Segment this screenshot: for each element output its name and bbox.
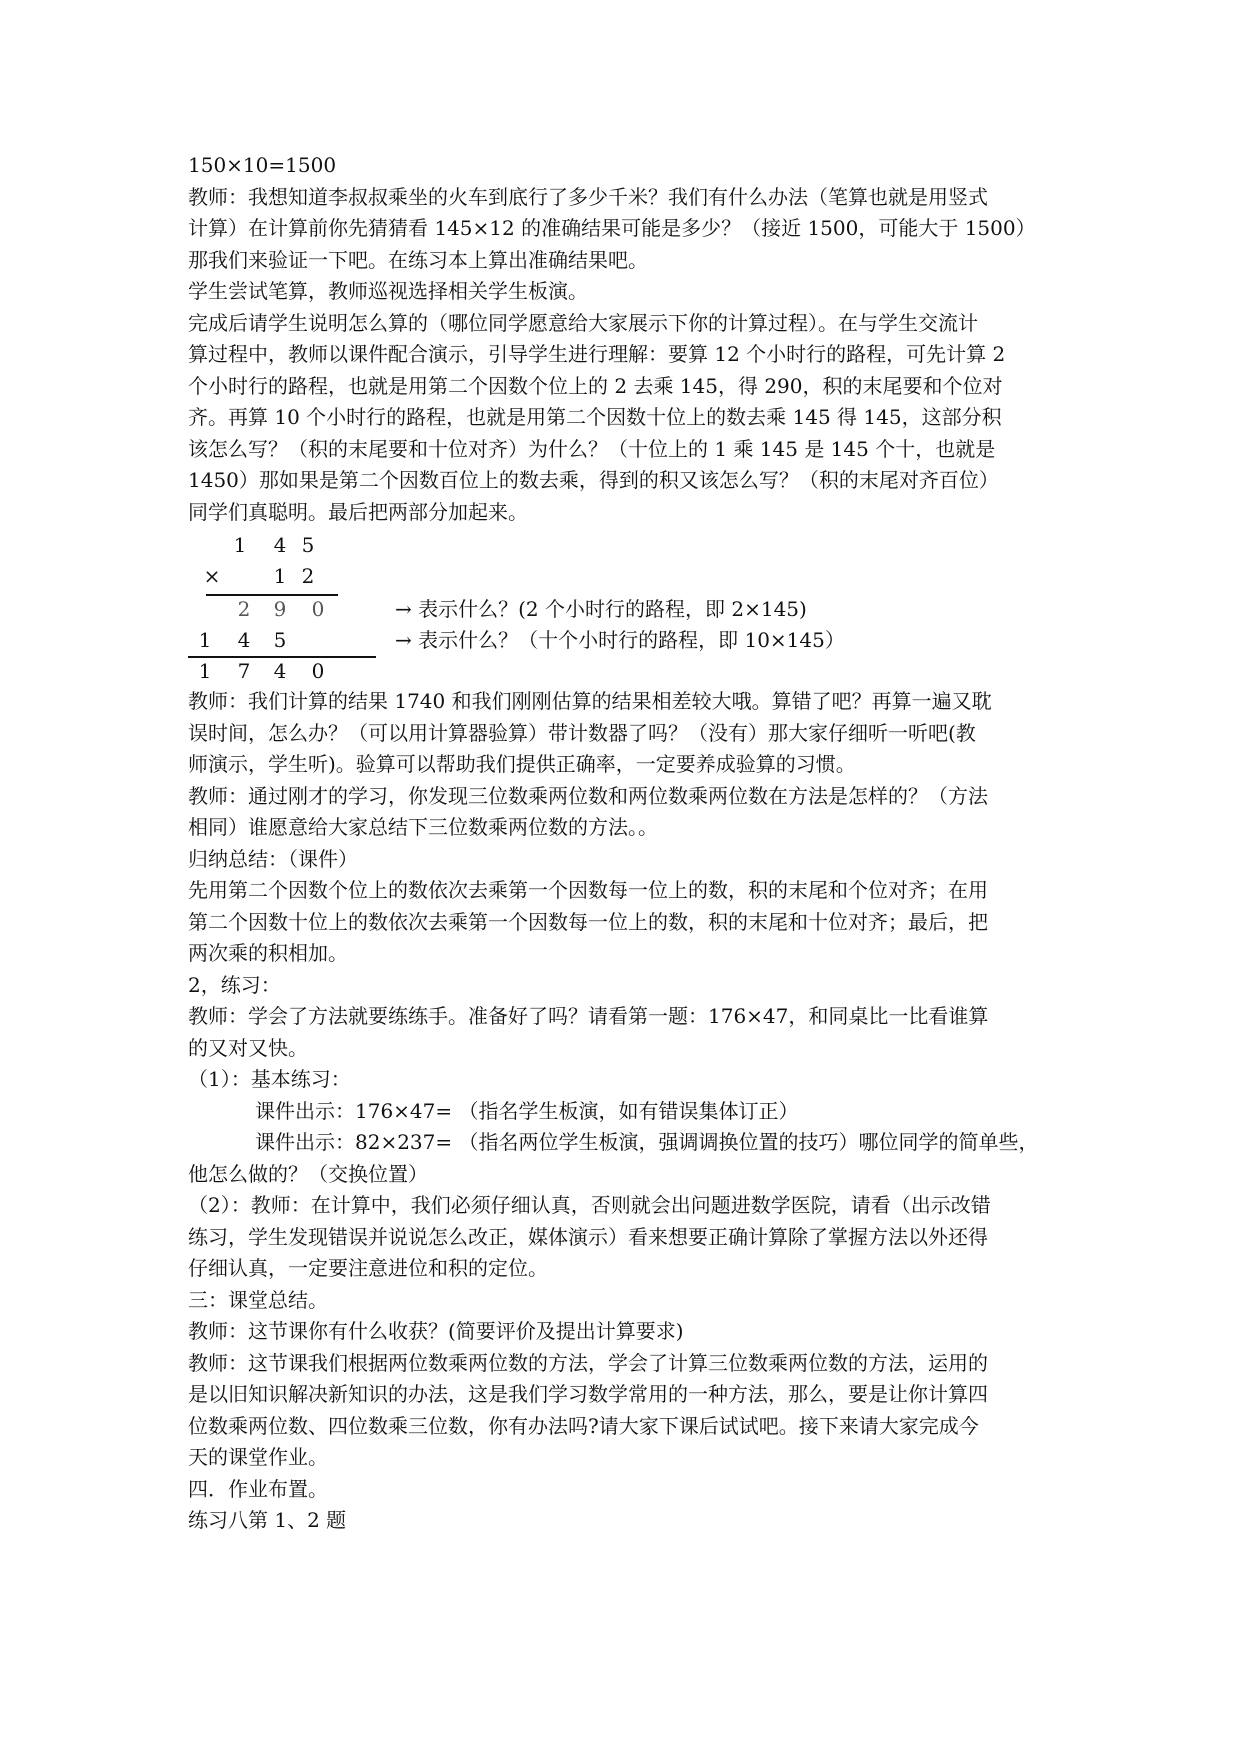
text-line: 三：课堂总结。	[188, 1287, 328, 1312]
text-line: 练习八第 1、2 题	[188, 1508, 347, 1532]
paragraph-block-top	[188, 150, 1068, 528]
calc-digit: 0	[311, 659, 325, 683]
calc-note: → 表示什么？（十个小时行的路程，即 10×145）	[395, 628, 845, 652]
text-line: 是以旧知识解决新知识的办法，这是我们学习数学常用的一种方法，那么，要是让你计算四	[188, 1382, 988, 1406]
text-line: 的又对又快。	[188, 1035, 308, 1060]
calc-digit: 1	[198, 628, 212, 652]
text-line: 两次乘的积相加。	[188, 941, 348, 965]
text-line: 教师：这节课我们根据两位数乘两位数的方法，学会了计算三位数乘两位数的方法，运用的	[188, 1350, 988, 1375]
text-line: 他怎么做的？（交换位置）	[188, 1161, 428, 1186]
text-line: 教师：这节课你有什么收获？(简要评价及提出计算要求)	[188, 1319, 684, 1343]
calc-digit: 5	[301, 533, 315, 557]
calc-note: → 表示什么？(2 个小时行的路程，即 2×145)	[395, 597, 807, 621]
text-line: 齐。再算 10 个小时行的路程，也就是用第二个因数十位上的数去乘 145 得 145，这部分积	[188, 405, 1002, 429]
text-line: 同学们真聪明。最后把两部分加起来。	[188, 499, 528, 524]
text-line: 课件出示：82×237= （指名两位学生板演，强调调换位置的技巧）哪位同学的简单些，	[255, 1130, 1039, 1154]
calc-digit: 2	[237, 597, 251, 621]
text-line: 四．作业布置。	[188, 1476, 328, 1501]
text-line: 算过程中，教师以课件配合演示，引导学生进行理解：要算 12 个小时行的路程，可先计算 2	[188, 342, 1006, 366]
text-line: 误时间，怎么办？（可以用计算器验算）带计数器了吗？（没有）那大家仔细听一听吧(教	[188, 720, 976, 745]
text-line: 1450）那如果是第二个因数百位上的数去乘，得到的积又该怎么写？（积的末尾对齐百位）	[188, 468, 999, 492]
text-line: 教师：我想知道李叔叔乘坐的火车到底行了多少千米？我们有什么办法（笔算也就是用竖式	[188, 184, 988, 209]
calc-digit: 1	[273, 564, 287, 588]
text-line: 相同）谁愿意给大家总结下三位数乘两位数的方法。。	[188, 815, 658, 839]
calc-digit: 1	[233, 533, 247, 557]
calc-digit: 1	[198, 659, 212, 683]
text-line: 先用第二个因数个位上的数依次去乘第一个因数每一位上的数，积的末尾和个位对齐；在用	[188, 878, 988, 902]
calc-digit: 2	[301, 564, 315, 588]
text-line: 师演示，学生听)。验算可以帮助我们提供正确率，一定要养成验算的习惯。	[188, 752, 856, 776]
calc-digit: 9	[273, 597, 287, 621]
text-line: 归纳总结：（课件）	[188, 846, 358, 871]
text-line: （2）：教师：在计算中，我们必须仔细认真，否则就会出问题进数学医院，请看（出示改错	[188, 1193, 991, 1217]
times-sign: ×	[203, 564, 221, 588]
paragraph-block-bottom	[188, 686, 1068, 1537]
text-line: 第二个因数十位上的数依次去乘第一个因数每一位上的数，积的末尾和十位对齐；最后，把	[188, 909, 988, 934]
text-line: 教师：我们计算的结果 1740 和我们刚刚估算的结果相差较大哦。算错了吧？再算一遍又耽	[188, 689, 992, 713]
calc-digit: 4	[273, 659, 287, 683]
calc-digit: 4	[273, 533, 287, 557]
document-page	[188, 150, 1068, 1537]
text-line: 那我们来验证一下吧。在练习本上算出准确结果吧。	[188, 247, 648, 272]
text-line: 该怎么写？（积的末尾要和十位对齐）为什么？（十位上的 1 乘 145 是 145 个十，也就是	[188, 436, 996, 461]
calc-digit: 7	[237, 659, 251, 683]
text-line: 完成后请学生说明怎么算的（哪位同学愿意给大家展示下你的计算过程）。在与学生交流计	[188, 310, 978, 335]
text-line: 教师：学会了方法就要练练手。准备好了吗？请看第一题：176×47，和同桌比一比看谁算	[188, 1004, 989, 1028]
calc-digit: 5	[273, 628, 287, 652]
vertical-multiplication	[188, 528, 1068, 686]
calc-digit: 4	[237, 628, 251, 652]
text-line: 计算）在计算前你先猜猜看 145×12 的准确结果可能是多少？（接近 1500，可能大于 1500）	[188, 216, 1036, 240]
text-line: 2，练习：	[188, 972, 281, 997]
text-line: 学生尝试笔算，教师巡视选择相关学生板演。	[188, 279, 588, 303]
text-line: 教师：通过刚才的学习，你发现三位数乘两位数和两位数乘两位数在方法是怎样的？（方法	[188, 783, 988, 808]
text-line: 天的课堂作业。	[188, 1445, 328, 1469]
text-line: 课件出示：176×47= （指名学生板演，如有错误集体订正）	[255, 1098, 799, 1123]
calc-digit: 0	[311, 597, 325, 621]
text-line: 个小时行的路程，也就是用第二个因数个位上的 2 去乘 145，得 290，积的末尾要和个位对	[188, 373, 1003, 398]
text-line: 练习，学生发现错误并说说怎么改正，媒体演示）看来想要正确计算除了掌握方法以外还得	[188, 1224, 988, 1249]
text-line: 150×10=1500	[188, 153, 337, 177]
text-line: 仔细认真，一定要注意进位和积的定位。	[188, 1256, 548, 1280]
text-line: 位数乘两位数、四位数乘三位数，你有办法吗?请大家下课后试试吧。接下来请大家完成今	[188, 1413, 979, 1438]
text-line: （1）：基本练习：	[188, 1067, 351, 1091]
